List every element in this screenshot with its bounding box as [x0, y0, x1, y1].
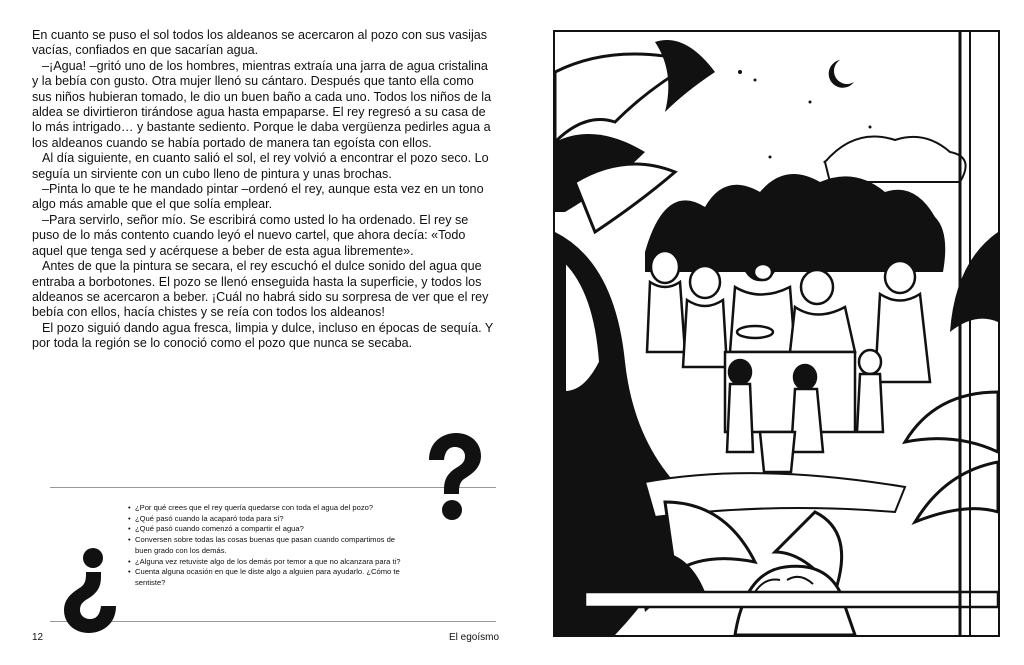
- story-text: [32, 28, 496, 352]
- story-paragraph: Al día siguiente, en cuanto salió el sol, el rey volvió a encontrar el pozo seco. Lo seguía un sirviente con un cubo lleno de pintura y unas brochas.: [32, 151, 489, 181]
- question-mark-icon: [423, 432, 485, 524]
- story-paragraph: –¡Agua! –gritó uno de los hombres, mientras extraía una jarra de agua cristalina y la bebía con gusto. Otra mujer llenó su cántaro. Después que tanto ella como sus niños hubieran tomado, le dio un buen baño a cada uno. Todos los niños de la aldea se divirtieron tirándose agua hasta empaparse. El rey regresó a su casa de lo más intrigado… y bastante sediento. Porque le daba vergüenza pedirles agua a los aldeanos cuando se había portado de manera tan egoísta con ellos.: [32, 58, 492, 150]
- story-paragraph: –Para servirlo, señor mío. Se escribirá como usted lo ha ordenado. El rey se puso de lo más contento cuando leyó el nuevo cartel, que ahora decía: «Todo aquel que tenga sed y acérquese a beber de esta agua libremente».: [32, 212, 469, 258]
- story-paragraph: En cuanto se puso el sol todos los aldeanos se acercaron al pozo con sus vasijas vacías, confiados en que sacarían agua.: [32, 28, 488, 58]
- page-number: 12: [32, 632, 44, 643]
- story-paragraph: Antes de que la pintura se secara, el rey escuchó el dulce sonido del agua que entraba a borbotones. El pozo se llenó enseguida hasta la superficie, y todos los aldeanos se acercaron a beber. ¡Cuál no habrá sido su sorpresa de ver que el rey bebía con ellos, hacía chistes y se reía con todos los aldeanos!: [32, 259, 489, 320]
- question-item: • ¿Qué pasó cuando la acaparó toda para sí?: [128, 514, 410, 525]
- question-item: • Conversen sobre todas las cosas buenas que pasan cuando compartimos de buen grado con los demás.: [128, 535, 410, 556]
- question-item: • ¿Por qué crees que el rey quería quedarse con toda el agua del pozo?: [128, 503, 410, 514]
- story-paragraph: El pozo siguió dando agua fresca, limpia y dulce, incluso en épocas de sequía. Y por toda la región se lo conoció como el pozo que nunca se secaba.: [32, 320, 494, 351]
- story-paragraph: –Pinta lo que te he mandado pintar –ordenó el rey, aunque esta vez en un tono algo más amable que el que solía emplear.: [32, 182, 484, 212]
- chapter-title: El egoísmo: [449, 632, 500, 643]
- village-well-illustration: [555, 32, 998, 635]
- question-item: • ¿Qué pasó cuando comenzó a compartir el agua?: [128, 524, 410, 535]
- question-item: • Cuenta alguna ocasión en que le diste algo a alguien para ayudarlo. ¿Cómo te sentiste?: [128, 567, 410, 588]
- illustration-frame: [553, 30, 1000, 637]
- inverted-question-mark-icon: [60, 548, 122, 634]
- question-item: • ¿Alguna vez retuviste algo de los demás por temor a que no alcanzara para ti?: [128, 557, 410, 568]
- discussion-questions: [128, 503, 410, 589]
